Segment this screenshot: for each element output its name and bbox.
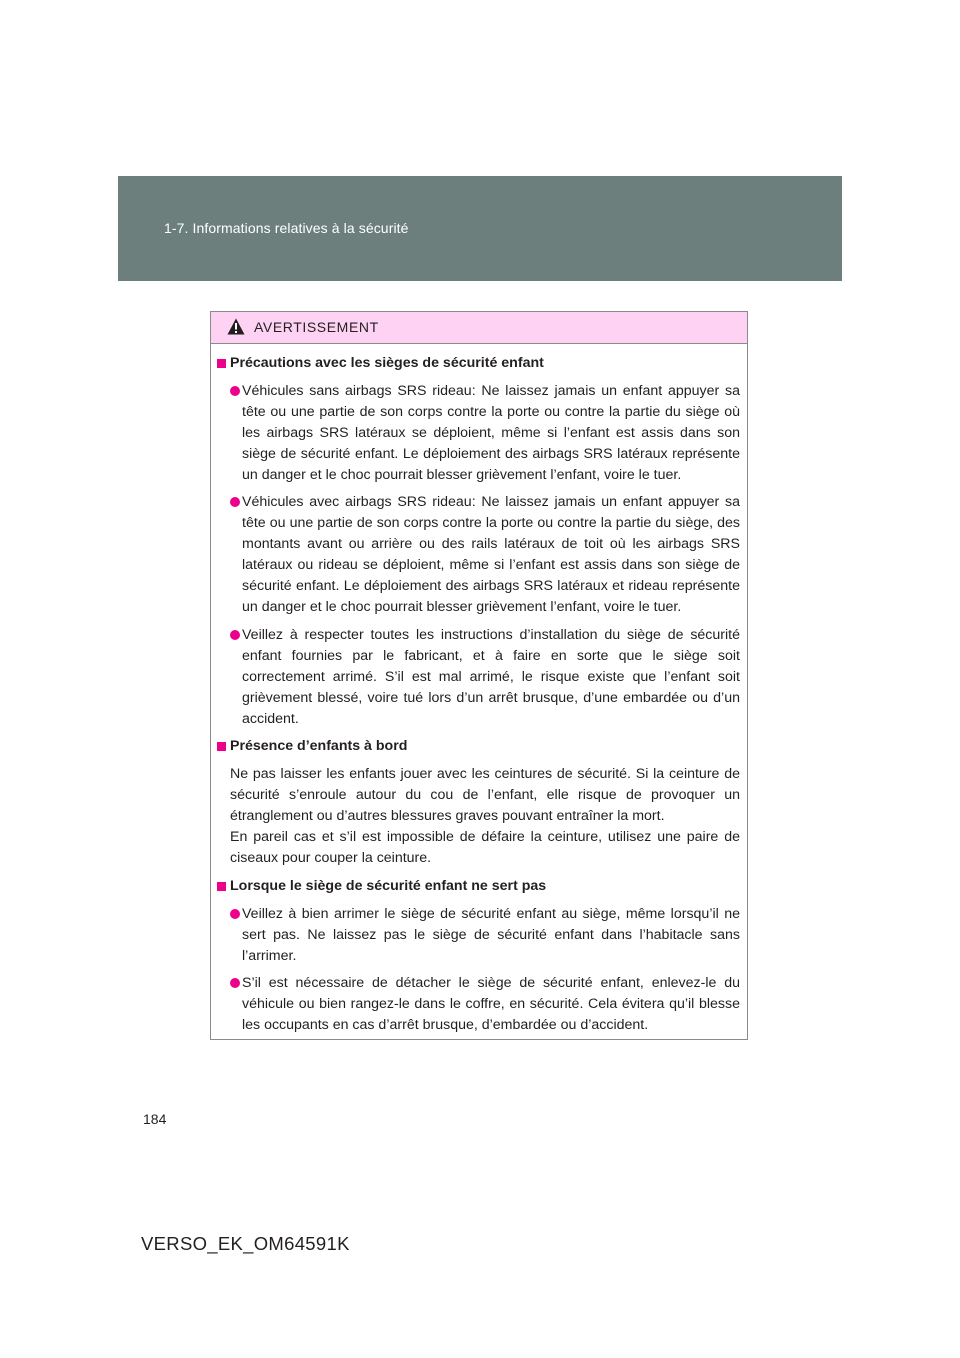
circle-bullet-icon (230, 497, 240, 507)
section-heading: Lorsque le siège de sécurité enfant ne sert pas (217, 876, 740, 897)
warning-header (211, 312, 747, 344)
section-heading: Précautions avec les sièges de sécurité enfant (217, 353, 740, 374)
bullet-item: S’il est nécessaire de détacher le siège de sécurité enfant, enlevez-le du véhicule ou bien rangez-le dans le coffre, en sécurité. Cela évitera qu’il blesse les occupants en cas d’arrêt brusque, d’embardée ou d’accident. (217, 973, 740, 1036)
paragraph: Ne pas laisser les enfants jouer avec les ceintures de sécurité. Si la ceinture de sécurité s’enroule autour du cou de l’enfant, elle risque de provoquer un étranglement ou d’autres blessures graves pouvant entraîner la mort. En pareil cas et s’il est impossible de défaire la ceinture, utilisez une paire de ciseaux pour couper la ceinture. (230, 766, 740, 866)
bullet-item: Veillez à respecter toutes les instructions d’installation du siège de sécurité enfant fournies par le fabricant, et à faire en sorte que le siège soit correctement arrimé. S’il est mal arrimé, le risque existe que l’enfant soit grièvement blessé, voire tué lors d’un arrêt brusque, d’une embardée ou d’un accident. (217, 625, 740, 730)
circle-bullet-icon (230, 630, 240, 640)
document-code: VERSO_EK_OM64591K (141, 1233, 350, 1254)
warning-body (211, 344, 747, 1036)
circle-bullet-icon (230, 978, 240, 988)
section-title: 1-7. Informations relatives à la sécurité (164, 220, 409, 236)
square-bullet-icon (217, 742, 226, 751)
circle-bullet-icon (230, 386, 240, 396)
bullet-item: Véhicules sans airbags SRS rideau: Ne laissez jamais un enfant appuyer sa tête ou une partie de son corps contre la porte ou contre la partie du siège où les airbags SRS latéraux se déploient, même si l’enfant est assis dans son siège de sécurité enfant. Le déploiement des airbags SRS latéraux représente un danger et le choc pourrait blesser grièvement l’enfant, voire le tuer. (217, 381, 740, 486)
warning-title: AVERTISSEMENT (254, 319, 379, 335)
warning-box (210, 311, 748, 1040)
circle-bullet-icon (230, 909, 240, 919)
page-number: 184 (143, 1111, 167, 1127)
bullet-item: Veillez à bien arrimer le siège de sécurité enfant au siège, même lorsqu’il ne sert pas. Ne laissez pas le siège de sécurité enfant dans l’habitacle sans l’arrimer. (217, 904, 740, 967)
warning-triangle-icon (227, 318, 245, 335)
square-bullet-icon (217, 359, 226, 368)
bullet-item: Véhicules avec airbags SRS rideau: Ne laissez jamais un enfant appuyer sa tête ou une partie de son corps contre la porte ou contre la partie du siège, des montants avant ou arrière ou des rails latéraux de toit où les airbags SRS latéraux ou rideau se déploient, même si l’enfant est assis dans son siège de sécurité enfant. Le déploiement des airbags SRS latéraux et rideau représente un danger et le choc pourrait blesser grièvement l’enfant, voire le tuer. (217, 492, 740, 617)
chapter-header-band (118, 176, 842, 281)
section-heading: Présence d’enfants à bord (217, 736, 740, 757)
square-bullet-icon (217, 882, 226, 891)
